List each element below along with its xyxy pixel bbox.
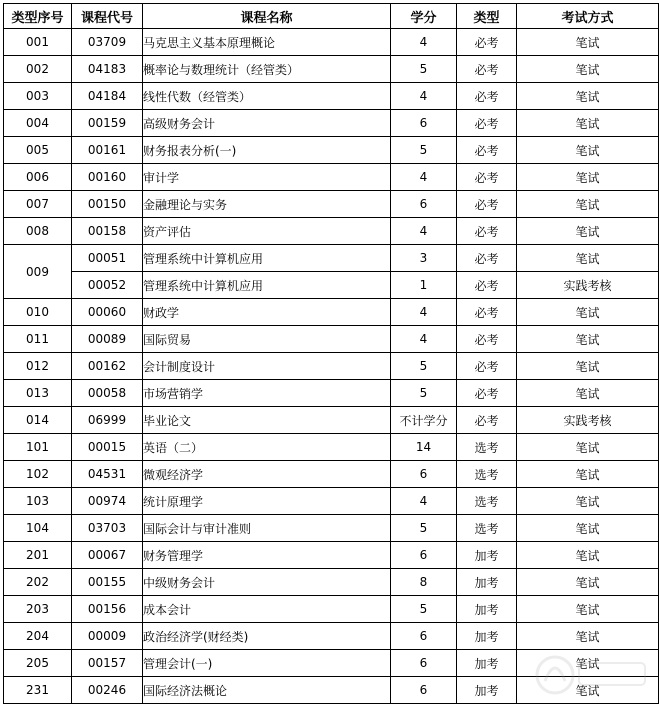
cell-type: 必考 <box>457 272 517 299</box>
table-row <box>4 353 659 380</box>
cell-course-name: 国际经济法概论 <box>143 677 391 704</box>
cell-code: 04183 <box>72 56 143 83</box>
cell-code: 00159 <box>72 110 143 137</box>
cell-code: 00067 <box>72 542 143 569</box>
cell-exam: 笔试 <box>517 56 659 83</box>
cell-seq: 101 <box>4 434 72 461</box>
cell-credit: 4 <box>391 83 457 110</box>
table-row <box>4 326 659 353</box>
cell-credit: 5 <box>391 353 457 380</box>
cell-credit: 6 <box>391 461 457 488</box>
header-code: 课程代号 <box>72 4 143 29</box>
cell-seq: 003 <box>4 83 72 110</box>
cell-type: 必考 <box>457 137 517 164</box>
cell-credit: 5 <box>391 137 457 164</box>
cell-course-name: 高级财务会计 <box>143 110 391 137</box>
cell-seq: 001 <box>4 29 72 56</box>
cell-exam: 笔试 <box>517 434 659 461</box>
cell-exam: 实践考核 <box>517 407 659 434</box>
cell-seq: 011 <box>4 326 72 353</box>
cell-seq: 002 <box>4 56 72 83</box>
cell-type: 选考 <box>457 488 517 515</box>
cell-exam: 笔试 <box>517 623 659 650</box>
cell-seq: 102 <box>4 461 72 488</box>
cell-code: 00157 <box>72 650 143 677</box>
table-header-row <box>4 4 659 29</box>
cell-course-name: 财务管理学 <box>143 542 391 569</box>
course-table <box>3 3 659 704</box>
cell-type: 必考 <box>457 191 517 218</box>
table-row <box>4 569 659 596</box>
cell-credit: 4 <box>391 164 457 191</box>
cell-credit: 4 <box>391 326 457 353</box>
cell-code: 03703 <box>72 515 143 542</box>
cell-course-name: 市场营销学 <box>143 380 391 407</box>
table-row <box>4 434 659 461</box>
cell-code: 03709 <box>72 29 143 56</box>
header-name: 课程名称 <box>143 4 391 29</box>
cell-course-name: 线性代数（经管类） <box>143 83 391 110</box>
cell-exam: 笔试 <box>517 596 659 623</box>
cell-course-name: 金融理论与实务 <box>143 191 391 218</box>
cell-type: 选考 <box>457 461 517 488</box>
cell-credit: 5 <box>391 380 457 407</box>
cell-credit: 4 <box>391 29 457 56</box>
cell-code: 00156 <box>72 596 143 623</box>
cell-credit: 5 <box>391 515 457 542</box>
cell-seq: 201 <box>4 542 72 569</box>
cell-seq: 205 <box>4 650 72 677</box>
cell-type: 加考 <box>457 569 517 596</box>
cell-course-name: 概率论与数理统计（经管类） <box>143 56 391 83</box>
cell-seq: 204 <box>4 623 72 650</box>
cell-type: 必考 <box>457 83 517 110</box>
cell-credit: 6 <box>391 191 457 218</box>
cell-credit: 4 <box>391 299 457 326</box>
cell-seq: 231 <box>4 677 72 704</box>
cell-course-name: 管理系统中计算机应用 <box>143 245 391 272</box>
cell-credit: 1 <box>391 272 457 299</box>
cell-code: 00155 <box>72 569 143 596</box>
cell-type: 必考 <box>457 245 517 272</box>
cell-credit: 6 <box>391 542 457 569</box>
table-row <box>4 380 659 407</box>
table-row <box>4 245 659 272</box>
cell-credit: 不计学分 <box>391 407 457 434</box>
cell-course-name: 微观经济学 <box>143 461 391 488</box>
cell-type: 必考 <box>457 380 517 407</box>
cell-code: 00015 <box>72 434 143 461</box>
cell-course-name: 审计学 <box>143 164 391 191</box>
cell-type: 必考 <box>457 56 517 83</box>
cell-code: 04184 <box>72 83 143 110</box>
cell-code: 00058 <box>72 380 143 407</box>
cell-credit: 6 <box>391 650 457 677</box>
cell-exam: 笔试 <box>517 677 659 704</box>
cell-seq: 012 <box>4 353 72 380</box>
cell-type: 必考 <box>457 326 517 353</box>
cell-exam: 笔试 <box>517 650 659 677</box>
cell-exam: 笔试 <box>517 191 659 218</box>
cell-code: 00160 <box>72 164 143 191</box>
cell-seq: 006 <box>4 164 72 191</box>
table-row <box>4 83 659 110</box>
table-row <box>4 137 659 164</box>
cell-seq: 203 <box>4 596 72 623</box>
cell-exam: 笔试 <box>517 326 659 353</box>
table-row <box>4 29 659 56</box>
cell-seq: 014 <box>4 407 72 434</box>
cell-exam: 笔试 <box>517 461 659 488</box>
cell-code: 00051 <box>72 245 143 272</box>
cell-seq: 009 <box>4 245 72 299</box>
cell-code: 00161 <box>72 137 143 164</box>
cell-type: 必考 <box>457 407 517 434</box>
cell-credit: 5 <box>391 56 457 83</box>
cell-exam: 笔试 <box>517 299 659 326</box>
cell-course-name: 管理会计(一) <box>143 650 391 677</box>
cell-code: 04531 <box>72 461 143 488</box>
cell-exam: 笔试 <box>517 29 659 56</box>
cell-course-name: 国际会计与审计准则 <box>143 515 391 542</box>
cell-code: 00089 <box>72 326 143 353</box>
cell-exam: 笔试 <box>517 542 659 569</box>
cell-type: 必考 <box>457 299 517 326</box>
table-row <box>4 542 659 569</box>
cell-exam: 实践考核 <box>517 272 659 299</box>
cell-code: 00060 <box>72 299 143 326</box>
table-row <box>4 596 659 623</box>
header-credit: 学分 <box>391 4 457 29</box>
cell-course-name: 统计原理学 <box>143 488 391 515</box>
cell-exam: 笔试 <box>517 83 659 110</box>
cell-course-name: 会计制度设计 <box>143 353 391 380</box>
table-row <box>4 110 659 137</box>
cell-exam: 笔试 <box>517 353 659 380</box>
cell-type: 加考 <box>457 650 517 677</box>
cell-code: 00246 <box>72 677 143 704</box>
cell-code: 00158 <box>72 218 143 245</box>
cell-type: 选考 <box>457 434 517 461</box>
cell-seq: 008 <box>4 218 72 245</box>
cell-type: 加考 <box>457 542 517 569</box>
cell-code: 00162 <box>72 353 143 380</box>
cell-course-name: 英语（二） <box>143 434 391 461</box>
cell-credit: 6 <box>391 623 457 650</box>
cell-exam: 笔试 <box>517 164 659 191</box>
cell-seq: 004 <box>4 110 72 137</box>
cell-type: 必考 <box>457 353 517 380</box>
cell-course-name: 资产评估 <box>143 218 391 245</box>
cell-type: 必考 <box>457 164 517 191</box>
cell-credit: 8 <box>391 569 457 596</box>
cell-course-name: 财政学 <box>143 299 391 326</box>
cell-exam: 笔试 <box>517 218 659 245</box>
table-row <box>4 218 659 245</box>
cell-course-name: 财务报表分析(一) <box>143 137 391 164</box>
cell-exam: 笔试 <box>517 569 659 596</box>
cell-code: 06999 <box>72 407 143 434</box>
cell-credit: 4 <box>391 488 457 515</box>
cell-exam: 笔试 <box>517 110 659 137</box>
cell-seq: 013 <box>4 380 72 407</box>
cell-exam: 笔试 <box>517 515 659 542</box>
cell-course-name: 政治经济学(财经类) <box>143 623 391 650</box>
cell-course-name: 毕业论文 <box>143 407 391 434</box>
cell-course-name: 管理系统中计算机应用 <box>143 272 391 299</box>
cell-type: 选考 <box>457 515 517 542</box>
table-row <box>4 56 659 83</box>
cell-type: 必考 <box>457 29 517 56</box>
cell-exam: 笔试 <box>517 488 659 515</box>
header-exam: 考试方式 <box>517 4 659 29</box>
cell-seq: 104 <box>4 515 72 542</box>
table-row <box>4 461 659 488</box>
cell-course-name: 成本会计 <box>143 596 391 623</box>
cell-code: 00974 <box>72 488 143 515</box>
cell-credit: 3 <box>391 245 457 272</box>
cell-type: 必考 <box>457 218 517 245</box>
cell-course-name: 马克思主义基本原理概论 <box>143 29 391 56</box>
table-row <box>4 407 659 434</box>
cell-exam: 笔试 <box>517 380 659 407</box>
cell-course-name: 中级财务会计 <box>143 569 391 596</box>
cell-exam: 笔试 <box>517 245 659 272</box>
cell-credit: 14 <box>391 434 457 461</box>
cell-credit: 4 <box>391 218 457 245</box>
cell-type: 加考 <box>457 623 517 650</box>
cell-credit: 5 <box>391 596 457 623</box>
cell-seq: 202 <box>4 569 72 596</box>
cell-type: 加考 <box>457 596 517 623</box>
table-row <box>4 191 659 218</box>
cell-credit: 6 <box>391 110 457 137</box>
table-row <box>4 515 659 542</box>
cell-seq: 005 <box>4 137 72 164</box>
cell-course-name: 国际贸易 <box>143 326 391 353</box>
cell-code: 00009 <box>72 623 143 650</box>
cell-type: 必考 <box>457 110 517 137</box>
header-type: 类型 <box>457 4 517 29</box>
cell-seq: 010 <box>4 299 72 326</box>
cell-exam: 笔试 <box>517 137 659 164</box>
cell-code: 00150 <box>72 191 143 218</box>
cell-type: 加考 <box>457 677 517 704</box>
cell-seq: 103 <box>4 488 72 515</box>
table-row <box>4 488 659 515</box>
cell-code: 00052 <box>72 272 143 299</box>
cell-credit: 6 <box>391 677 457 704</box>
header-seq: 类型序号 <box>4 4 72 29</box>
table-row <box>4 272 659 299</box>
school-logo-watermark-icon <box>533 645 653 705</box>
table-row <box>4 164 659 191</box>
table-row <box>4 299 659 326</box>
cell-seq: 007 <box>4 191 72 218</box>
